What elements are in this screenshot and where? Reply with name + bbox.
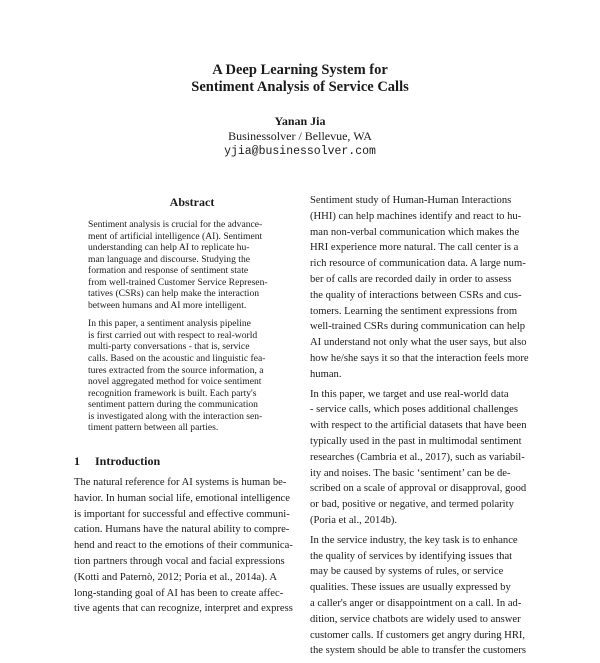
text-line: - service calls, which poses additional challenges <box>310 404 518 416</box>
text-line: human. <box>310 368 342 380</box>
abstract-paragraph <box>88 219 298 311</box>
text-line: tures extracted from the source information, a <box>88 364 264 376</box>
paper-title <box>0 62 600 96</box>
body-paragraph <box>310 533 536 659</box>
text-line: with respect to the artificial datasets that have been <box>310 420 527 432</box>
text-line: HRI experience more natural. The call center is a <box>310 242 519 254</box>
section-title: Introduction <box>95 454 161 468</box>
text-line: customer calls. If customers get angry during HRI, <box>310 629 526 641</box>
text-line: is investigated along with the interaction sen- <box>88 410 263 422</box>
text-line: Sentiment study of Human-Human Interactions <box>310 195 512 206</box>
text-line: tion partners through vocal and facial expressions <box>74 555 285 567</box>
text-line: man non-verbal communication which makes the <box>310 226 520 238</box>
text-line: well-trained CSRs during communication can help <box>310 321 526 333</box>
text-line: how he/she says it so that the interaction feels more <box>310 352 529 364</box>
title-line-1: A Deep Learning System for <box>212 62 388 78</box>
text-line: ment of artificial intelligence (AI). Sentiment <box>88 230 263 242</box>
text-line: understanding can help AI to replicate hu- <box>88 242 250 254</box>
text-line: (Poria et al., 2014b). <box>310 514 398 526</box>
text-line: In this paper, a sentiment analysis pipeline <box>88 318 251 330</box>
text-line: is important for successful and effective communi- <box>74 508 290 520</box>
text-line: typically used in the past in multimodal sentiment <box>310 435 522 447</box>
author-name: Yanan Jia <box>274 114 326 128</box>
text-line: between humans and AI more intelligent. <box>88 299 247 311</box>
text-line: havior. In human social life, emotional intelligence <box>74 492 290 504</box>
body-paragraph <box>310 387 536 529</box>
text-line: hend and react to the emotions of their communica- <box>74 540 293 552</box>
text-line: calls. Based on the acoustic and linguistic fea- <box>88 353 266 365</box>
abstract-body <box>88 219 298 441</box>
body-paragraph <box>310 193 536 383</box>
text-line: the system should be able to transfer the customers <box>310 645 526 657</box>
text-line: researches (Cambria et al., 2017), such as variabil- <box>310 451 525 463</box>
text-line: dition, service chatbots are widely used to answer <box>310 613 521 625</box>
text-line: recognition framework is built. Each party's <box>88 387 257 399</box>
text-line: scribed on a scale of approval or disapproval, good <box>310 483 527 495</box>
abstract-heading: Abstract <box>169 195 215 209</box>
author-email: yjia@businessolver.com <box>224 145 376 158</box>
text-line: AI understand not only what the user says, but also <box>310 337 527 349</box>
text-line: sentiment pattern during the communication <box>88 399 258 411</box>
text-line: tomers. Learning the sentiment expressions from <box>310 305 518 317</box>
text-line: or bad, positive or negative, and termed polarity <box>310 499 514 511</box>
text-line: In the service industry, the key task is to enhance <box>310 534 518 546</box>
author-affiliation: Businessolver / Bellevue, WA <box>228 129 372 143</box>
text-line: cation. Humans have the natural ability to compre- <box>74 524 290 536</box>
text-line: from well-trained Customer Service Represen- <box>88 276 268 288</box>
introduction-body <box>74 475 310 617</box>
text-line: timent pattern between all parties. <box>88 422 219 434</box>
section-number: 1 <box>74 454 80 468</box>
author-block <box>0 114 600 159</box>
text-line: In this paper, we target and use real-world data <box>310 388 509 400</box>
text-line: The natural reference for AI systems is human be- <box>74 477 287 488</box>
text-line: Sentiment analysis is crucial for the advance- <box>88 219 263 230</box>
text-line: novel aggregated method for voice sentiment <box>88 376 262 388</box>
text-line: long-standing goal of AI has been to create affec- <box>74 587 284 599</box>
text-line: a caller's anger or disappointment on a call. In ad- <box>310 597 522 609</box>
abstract-paragraph <box>88 318 298 433</box>
text-line: ber of calls are recorded daily in order to assess <box>310 273 512 285</box>
text-line: man language and discourse. Studying the <box>88 253 250 265</box>
text-line: multi-party conversations - that is, service <box>88 341 250 353</box>
text-line: (HHI) can help machines identify and react to hu- <box>310 210 522 222</box>
text-line: tatives (CSRs) can help make the interaction <box>88 288 260 300</box>
text-line: rich resource of communication data. A large num- <box>310 258 526 270</box>
text-line: formation and response of sentiment state <box>88 265 249 277</box>
text-line: qualities. These issues are usually expressed by <box>310 582 511 594</box>
text-line: may be caused by systems of rules, or service <box>310 566 504 578</box>
text-line: the quality of interactions between CSRs and cus- <box>310 289 522 301</box>
section-heading-introduction <box>74 454 160 469</box>
text-line: ity and noises. The basic ‘sentiment’ can be de- <box>310 467 511 479</box>
title-line-2: Sentiment Analysis of Service Calls <box>191 79 409 95</box>
text-line: tive agents that can recognize, interpret and express <box>74 603 293 615</box>
right-column-body <box>310 193 536 663</box>
text-line: the quality of services by identifying issues that <box>310 550 513 562</box>
text-line: is first carried out with respect to real-world <box>88 329 258 341</box>
text-line: (Kotti and Paternò, 2012; Poria et al., 2014a). A <box>74 571 278 583</box>
